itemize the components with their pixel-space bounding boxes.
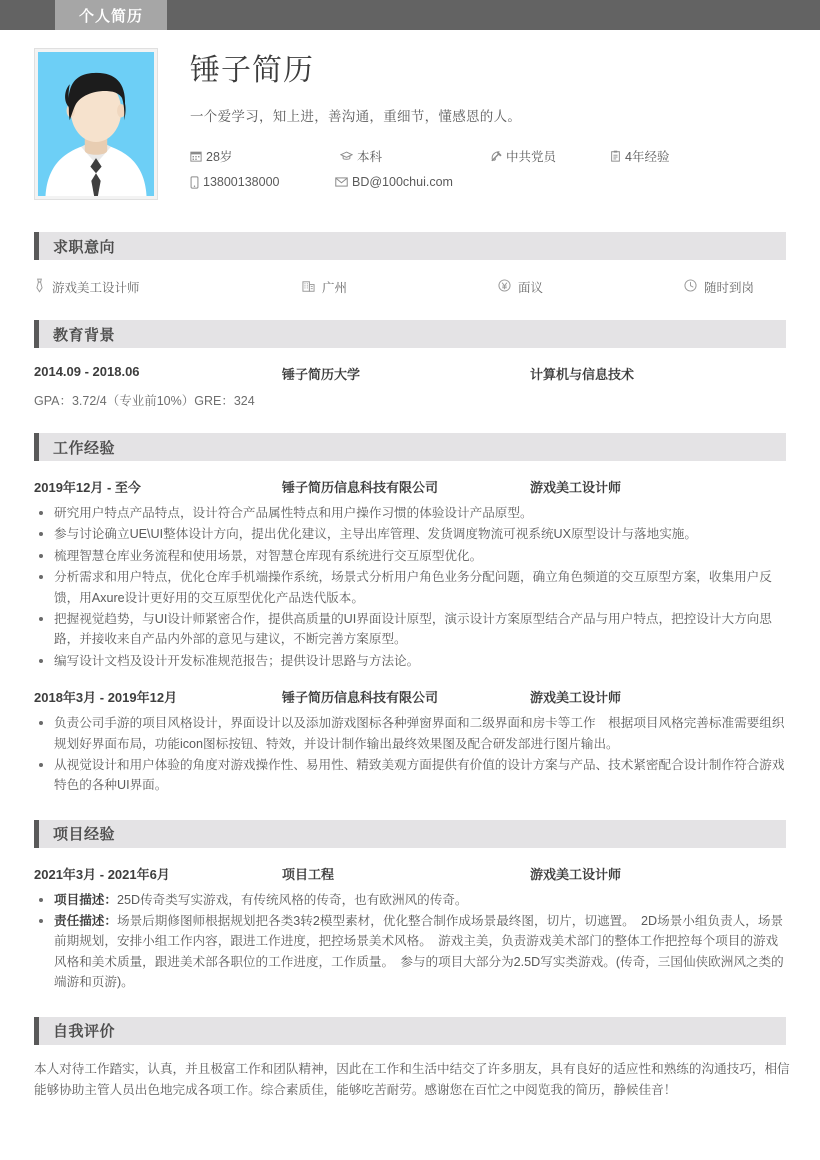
profile-contact-row (190, 175, 786, 189)
contact-phone-label: 13800138000 (203, 175, 280, 189)
envelope-icon (335, 177, 348, 187)
meta-education (340, 147, 490, 165)
entry-role: 游戏美工设计师 (530, 690, 622, 706)
work-bullet-list (34, 503, 786, 671)
entry-header (34, 477, 786, 496)
entry-project-name: 项目工程 (282, 866, 335, 882)
meta-experience-label: 4年经验 (625, 150, 670, 164)
bullet-label: 责任描述： (54, 914, 117, 929)
clock-icon (684, 279, 697, 295)
section-title-project: 项目经验 (53, 826, 116, 844)
intention-city (302, 278, 498, 296)
work-bullet-list (34, 713, 786, 796)
entry-role: 游戏美工设计师 (530, 866, 622, 882)
intention-availability (684, 278, 754, 296)
entry-date: 2021年3月 - 2021年6月 (34, 866, 170, 882)
intention-position-label: 游戏美工设计师 (52, 281, 140, 295)
avatar-frame (34, 48, 158, 200)
resume-page (0, 30, 820, 1102)
phone-icon (190, 176, 199, 189)
section-header-work (34, 433, 786, 461)
topbar (0, 0, 820, 30)
entry-date: 2014.09 - 2018.06 (34, 364, 140, 379)
graduation-cap-icon (340, 150, 353, 162)
list-item: 从视觉设计和用户体验的角度对游戏操作性、易用性、精致美观方面提供有价值的设计方案与产品、技术紧密配合设计制作符合游戏特色的各种UI界面。 (34, 755, 786, 796)
list-item: 负责公司手游的项目风格设计，界面设计以及添加游戏图标各种弹窗界面和二级界面和房卡等工作 根据项目风格完善标准需要组织规划好界面布局，功能icon图标按钮、特效，并设计制作输出最终效果图及配合研发部进行图片输出。 (34, 713, 786, 754)
profile-tagline: 一个爱学习，知上进，善沟通，重细节，懂感恩的人。 (190, 109, 522, 124)
section-header-project (34, 820, 786, 848)
project-bullet-list (34, 890, 786, 993)
topbar-left-spacer (0, 0, 55, 30)
section-header-education (34, 320, 786, 348)
intention-availability-label: 随时到岗 (704, 281, 755, 295)
intention-city-label: 广州 (322, 281, 348, 295)
calendar-icon (190, 150, 202, 162)
intention-position (34, 278, 302, 296)
contact-email[interactable] (335, 175, 453, 189)
building-icon (302, 279, 315, 295)
list-item: 把握视觉趋势，与UI设计师紧密合作，提供高质量的UI界面设计原型，演示设计方案原型结合产品与用户特点，把控设计大方向思路，并接收来自产品内外部的意见与建议，不断完善方案原型。 (34, 609, 786, 650)
section-title-work: 工作经验 (53, 439, 116, 457)
profile-header (34, 30, 786, 208)
entry-header (34, 687, 786, 706)
work-entry (34, 687, 786, 796)
entry-role: 游戏美工设计师 (530, 480, 622, 495)
section-header-self-eval (34, 1017, 786, 1045)
list-item: 参与讨论确立UE\UI整体设计方向，提出优化建议，主导出库管理、发货调度物流可视系统UX原型设计与落地实施。 (34, 524, 786, 544)
page-title: 锤子简历 (190, 54, 314, 87)
entry-organization: 锤子简历大学 (282, 367, 361, 382)
entry-header (34, 864, 786, 883)
list-item: 分析需求和用户特点，优化仓库手机端操作系统，场景式分析用户角色业务分配问题，确立角色频道的交互原型方案，收集用户反馈，用Axure设计更好用的交互原型优化产品迭代版本。 (34, 567, 786, 608)
bullet-label: 项目描述： (54, 892, 117, 907)
section-title-education: 教育背景 (53, 326, 116, 344)
meta-age (190, 147, 340, 165)
intention-salary-label: 面议 (518, 281, 544, 295)
yen-circle-icon (498, 279, 511, 295)
intention-salary (498, 278, 684, 296)
self-eval-text: 本人对待工作踏实，认真，并且极富工作和团队精神，因此在工作和生活中结交了许多朋友，具有良好的适应性和熟练的沟通技巧，相信能够协助主管人员出色地完成各项工作。综合素质佳，能够吃苦耐劳。感谢您在百忙之中阅览我的简历，静候佳音！ (34, 1061, 790, 1098)
work-entry (34, 477, 786, 671)
contact-email-label: BD@100chui.com (352, 175, 453, 189)
contact-phone[interactable] (190, 175, 335, 189)
meta-education-label: 本科 (357, 150, 383, 164)
resume-title-tab: 个人简历 (55, 0, 167, 30)
intention-items (34, 278, 786, 296)
clipboard-icon (610, 150, 621, 162)
entry-date: 2018年3月 - 2019年12月 (34, 690, 178, 706)
profile-meta-row (190, 147, 786, 165)
entry-header (34, 364, 786, 383)
education-entry (34, 364, 786, 409)
list-item: 研究用户特点产品特点，设计符合产品属性特点和用户操作习惯的体验设计产品原型。 (34, 503, 786, 523)
entry-organization: 锤子简历信息科技有限公司 (282, 480, 439, 495)
list-item: 编写设计文档及设计开发标准规范报告；提供设计思路与方法论。 (34, 651, 786, 671)
list-item (34, 911, 786, 993)
meta-political-status-label: 中共党员 (506, 150, 557, 164)
hammer-sickle-icon (490, 150, 502, 162)
project-entry (34, 864, 786, 993)
bullet-text: 25D传奇类写实游戏，有传统风格的传奇，也有欧洲风的传奇。 (116, 892, 468, 907)
entry-major: 计算机与信息技术 (530, 367, 635, 382)
section-title-intention: 求职意向 (53, 238, 116, 256)
section-header-intention (34, 232, 786, 260)
meta-political-status (490, 147, 610, 165)
meta-age-label: 28岁 (206, 150, 233, 164)
entry-date: 2019年12月 - 至今 (34, 480, 141, 495)
avatar-photo-icon (38, 52, 154, 196)
entry-organization: 锤子简历信息科技有限公司 (282, 690, 439, 706)
list-item (34, 890, 786, 910)
bullet-text: 场景后期修图师根据规划把各类3转2模型素材，优化整合制作成场景最终图，切片，切遮置。 2D场景小组负责人，场景前期规划，安排小组工作内容，跟进工作进度，把控场景美术风格。 游戏主美，负责游戏美术部门的整体工作把控每个项目的游戏风格和美术质量，跟进美术部各职位的工作进度，工作质量。 参与的项目大部分为2.5D写实类游戏。(传奇，三国仙侠欧洲风之类的端游和页游)。 (54, 914, 784, 990)
profile-body (158, 48, 786, 200)
section-title-self-eval: 自我评价 (53, 1023, 116, 1041)
necktie-icon (34, 278, 45, 296)
education-gpa-line: GPA：3.72/4（专业前10%）GRE：324 (34, 394, 255, 408)
list-item: 梳理智慧仓库业务流程和使用场景，对智慧仓库现有系统进行交互原型优化。 (34, 546, 786, 566)
meta-experience (610, 147, 669, 165)
